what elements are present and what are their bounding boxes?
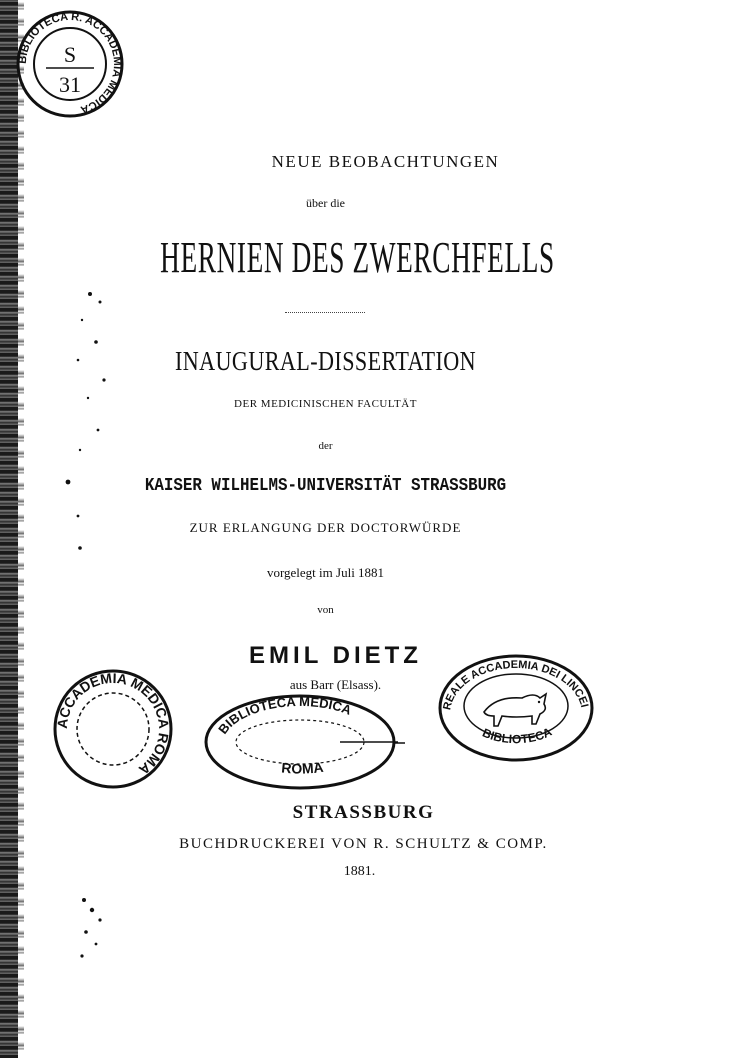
stamp-ring-text-bottom: BIBLIOTECA — [480, 724, 554, 747]
imprint-city: STRASSBURG — [292, 802, 435, 823]
shelf-code-line2: 31 — [59, 72, 81, 97]
purpose-line: ZUR ERLANGUNG DER DOCTORWÜRDE — [189, 520, 462, 535]
der-line: der — [318, 440, 333, 452]
lincei-stamp-right — [436, 652, 596, 764]
stamp-ring-text: ACCADEMIA MEDICA ROMA — [53, 669, 173, 779]
stamp-ring-text-top: REALE ACCADEMIA DEI LINCEI — [441, 658, 591, 712]
shelf-code-line1: S — [63, 42, 77, 67]
imprint-printer: BUCHDRUCKEREI VON R. SCHULTZ & COMP. — [179, 836, 548, 852]
stamp-ring-text-bottom: ROMA — [280, 758, 325, 777]
ink-specks — [60, 280, 140, 980]
library-stamp-top-left — [10, 8, 130, 120]
title-divider — [285, 312, 365, 314]
author-origin: aus Barr (Elsass). — [289, 677, 382, 692]
submitted-line: vorgelegt im Juli 1881 — [266, 565, 385, 580]
subtitle-neue-beobachtungen: NEUE BEOBACHTUNGEN — [271, 152, 500, 171]
library-stamp-center — [200, 690, 400, 790]
von-line: von — [317, 604, 334, 616]
faculty-line: DER MEDICINISCHEN FACULTÄT — [234, 398, 417, 410]
lynx-icon — [484, 694, 546, 726]
main-title: HERNIEN DES ZWERCHFELLS — [160, 233, 555, 282]
stamp-dash-line — [395, 741, 405, 745]
dissertation-heading: INAUGURAL-DISSERTATION — [174, 346, 477, 376]
author-name: EMIL DIETZ — [249, 642, 422, 669]
stamp-ring-text: BIBLIOTECA R. ACCADEMIA MEDICA — [16, 10, 124, 116]
imprint-year: 1881. — [343, 864, 376, 879]
subtitle-ueber-die: über die — [306, 196, 345, 210]
university-line: KAISER WILHELMS-UNIVERSITÄT STRASSBURG — [144, 476, 507, 496]
stamp-ring-text-top: BIBLIOTECA MEDICA — [215, 693, 354, 737]
